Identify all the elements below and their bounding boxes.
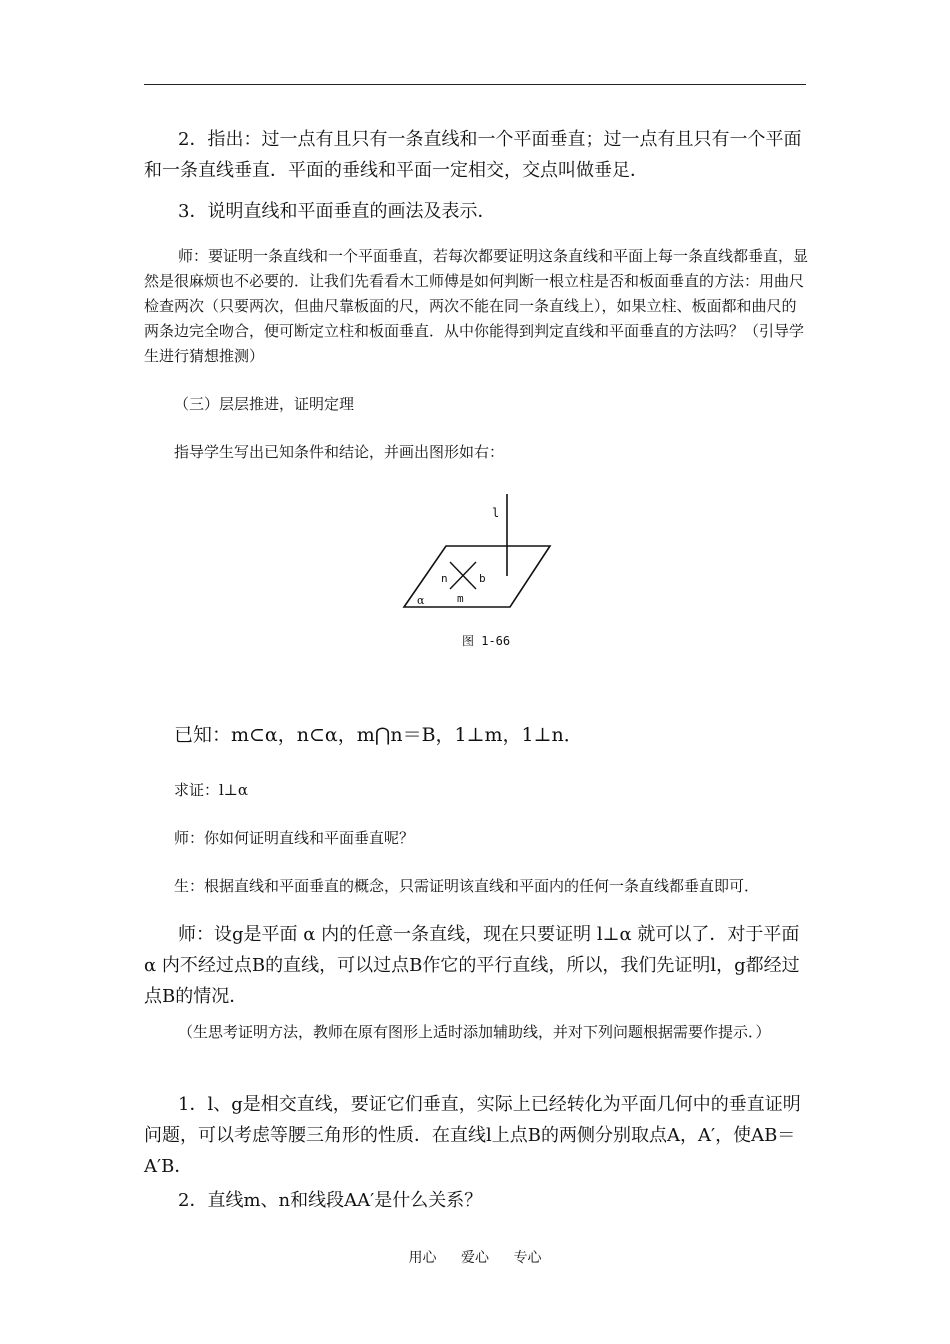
paragraph-perpendicular-uniqueness: 2．指出：过一点有且只有一条直线和一个平面垂直；过一点有且只有一个平面和一条直线垂直．平面的垂线和平面一定相交，交点叫做垂足．	[144, 129, 802, 181]
page-footer	[0, 1247, 950, 1267]
teacher-explanation: 师：设g是平面 α 内的任意一条直线，现在只要证明 l⊥α 就可以了．对于平面 α 内不经过点B的直线，可以过点B作它的平行直线，所以，我们先证明l，g都经过点B的情况．	[144, 924, 800, 1007]
paragraph-drawing-notation: 3．说明直线和平面垂直的画法及表示．	[178, 201, 496, 222]
footer-text-1: 用心	[408, 1250, 437, 1266]
figure-1-66	[390, 490, 570, 660]
label-alpha: α	[417, 594, 425, 607]
footer-text-3: 专心	[513, 1250, 542, 1266]
label-b: b	[479, 572, 486, 585]
paragraph-figure-intro: 指导学生写出已知条件和结论，并画出图形如右：	[174, 443, 505, 461]
figure-caption: 图 1-66	[462, 634, 511, 648]
paragraph-carpenter-example: 师：要证明一条直线和一个平面垂直，若每次都要证明这条直线和平面上每一条直线都垂直，显然是很麻烦也不必要的．让我们先看看木工师傅是如何判断一根立柱是否和板面垂直的方法：用曲尺检查两次（只要两次，但曲尺靠板面的尺，两次不能在同一条直线上），如果立柱、板面都和曲尺的两条边完全吻合，便可断定立柱和板面垂直．从中你能得到判定直线和平面垂直的方法吗？（引导学生进行猜想推测）	[144, 247, 809, 365]
footer-text-2: 爱心	[461, 1250, 489, 1266]
plane-alpha	[404, 546, 550, 607]
label-n: n	[441, 572, 448, 585]
header-rule	[144, 84, 806, 85]
student-thinking-note: （生思考证明方法，教师在原有图形上适时添加辅助线，并对下列问题根据需要作提示．）	[178, 1023, 771, 1041]
hint-one: 1．l、g是相交直线，要证它们垂直，实际上已经转化为平面几何中的垂直证明问题，可以考虑等腰三角形的性质．在直线l上点B的两侧分别取点A，A′，使AB＝A′B．	[144, 1094, 801, 1177]
given-statement: 已知：m⊂α，n⊂α，m⋂n＝B，1⊥m，1⊥n．	[174, 724, 583, 746]
label-m: m	[457, 592, 464, 605]
section-heading-three: （三）层层推进，证明定理	[174, 395, 355, 413]
prove-statement: 求证：l⊥α	[174, 781, 249, 799]
teacher-question: 师：你如何证明直线和平面垂直呢？	[174, 829, 415, 847]
student-answer: 生：根据直线和平面垂直的概念，只需证明该直线和平面内的任何一条直线都垂直即可．	[174, 877, 760, 895]
label-l: l	[492, 506, 500, 520]
hint-two: 2．直线m、n和线段AA′是什么关系？	[178, 1190, 483, 1211]
